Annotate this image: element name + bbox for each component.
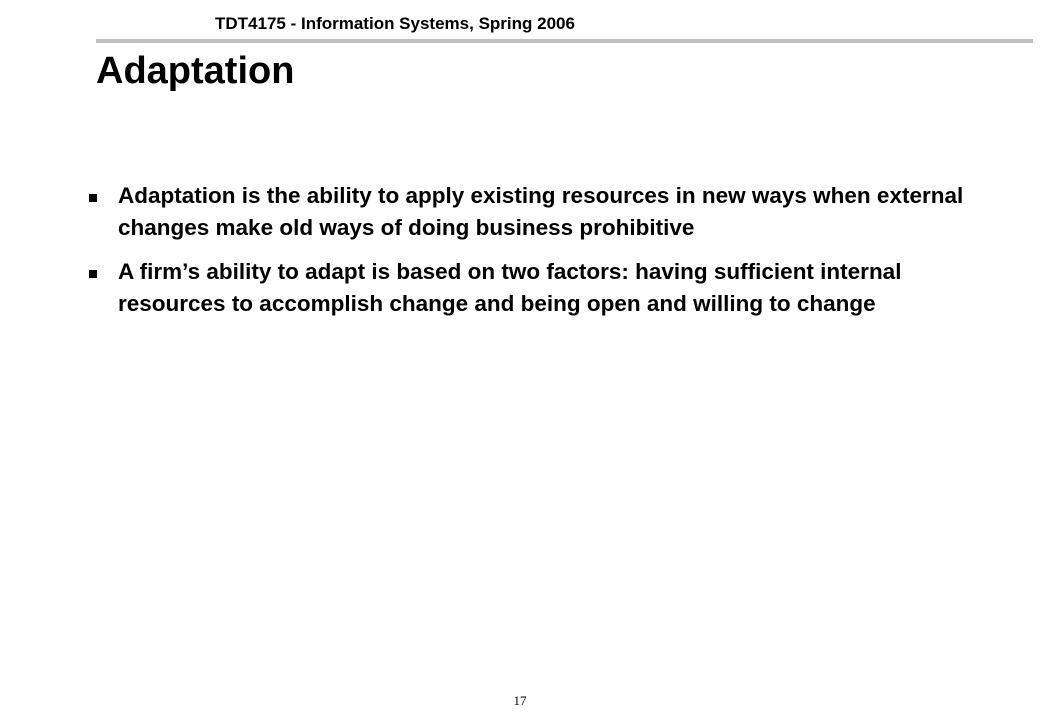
square-bullet-icon: [89, 194, 97, 202]
bullet-list: [88, 180, 988, 332]
square-bullet-icon: [89, 270, 97, 278]
slide-title: Adaptation: [96, 50, 295, 92]
bullet-item: [88, 180, 988, 244]
bullet-text: Adaptation is the ability to apply existing resources in new ways when external changes make old ways of doing business prohibitive: [118, 183, 964, 240]
header-rule: [96, 39, 1033, 43]
course-header: TDT4175 - Information Systems, Spring 2006: [215, 14, 575, 33]
bullet-item: [88, 256, 988, 320]
page-number: 17: [513, 693, 527, 708]
bullet-text: A firm’s ability to adapt is based on two factors: having sufficient internal resources to accomplish change and being open and willing to change: [118, 259, 902, 316]
